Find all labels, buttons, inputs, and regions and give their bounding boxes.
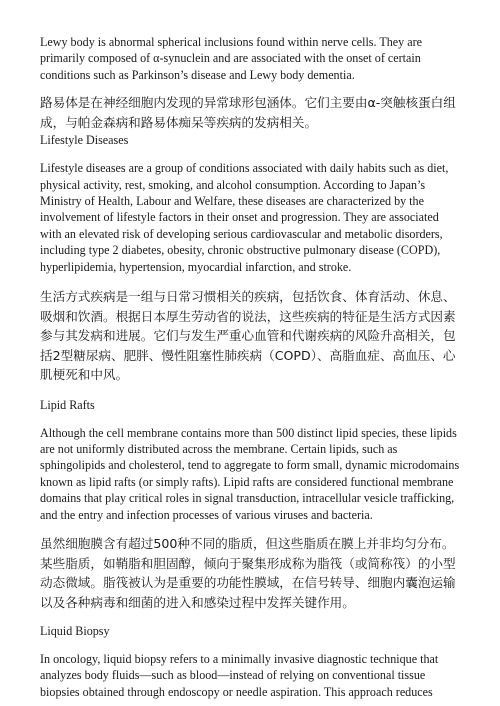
lifestyle-diseases-zh: 生活方式疾病是一组与日常习惯相关的疾病，包括饮食、体育活动、休息、吸烟和饮酒。根据日本厚生劳动省的说法，这些疾病的特征是生活方式因素参与其发病和进展。它们与发生严重心血管和代谢疾病的风险升高相关，包括2型糖尿病、肥胖、慢性阻塞性肺疾病（COPD）、高脂血症、高血压、心肌梗死和中风。 [40,289,456,383]
liquid-biopsy-en: In oncology, liquid biopsy refers to a minimally invasive diagnostic technique that analyzes body fluids—such as blood—instead of relying on conventional tissue biopsies obtained through endoscopy or needle aspiration. This approach reduces [40,652,439,699]
lewy-body-en: Lewy body is abnormal spherical inclusions found within nerve cells. They are primarily composed of α-synuclein and are associated with the onset of certain conditions such as Parkinson’s disease and Lewy body dementia. [40,35,422,82]
lipid-rafts-zh: 虽然细胞膜含有超过500种不同的脂质，但这些脂质在膜上并非均匀分布。某些脂质，如鞘脂和胆固醇，倾向于聚集形成称为脂筏（或简称筏）的小型动态微域。脂筏被认为是重要的功能性膜域，在信号转导、细胞内囊泡运输以及各种病毒和细菌的进入和感染过程中发挥关键作用。 [40,536,456,610]
section-heading-liquid-biopsy: Liquid Biopsy [40,624,110,638]
lifestyle-diseases-en: Lifestyle diseases are a group of conditions associated with daily habits such as diet, physical activity, rest, smoking, and alcohol consumption. According to Japan’s Ministry of Health, Labour and Welfare, these diseases are characterized by the involvement of lifestyle factors in their onset and progression. They are associated with an elevated risk of developing serious cardiovascular and metabolic disorders, including type 2 diabetes, obesity, chronic obstructive pulmonary disease (COPD), hyperlipidemia, hypertension, myocardial infarction, and stroke. [40,161,449,274]
lewy-body-zh: 路易体是在神经细胞内发现的异常球形包涵体。它们主要由α-突触核蛋白组成，与帕金森病和路易体痴呆等疾病的发病相关。 [40,95,456,130]
section-heading-lipid-rafts: Lipid Rafts [40,397,95,412]
lipid-rafts-en: Although the cell membrane contains more than 500 distinct lipid species, these lipids are not uniformly distributed across the membrane. Certain lipids, such as sphingolipids and cholesterol, tend to aggregate to form small, dynamic microdomains known as lipid rafts (or simply rafts). Lipid rafts are considered functional membrane domains that play critical roles in signal transduction, intracellular vesicle trafficking, and the entry and infection processes of various viruses and bacteria. [40,425,460,522]
section-heading-lifestyle-diseases: Lifestyle Diseases [40,133,129,148]
document-page [40,34,460,700]
